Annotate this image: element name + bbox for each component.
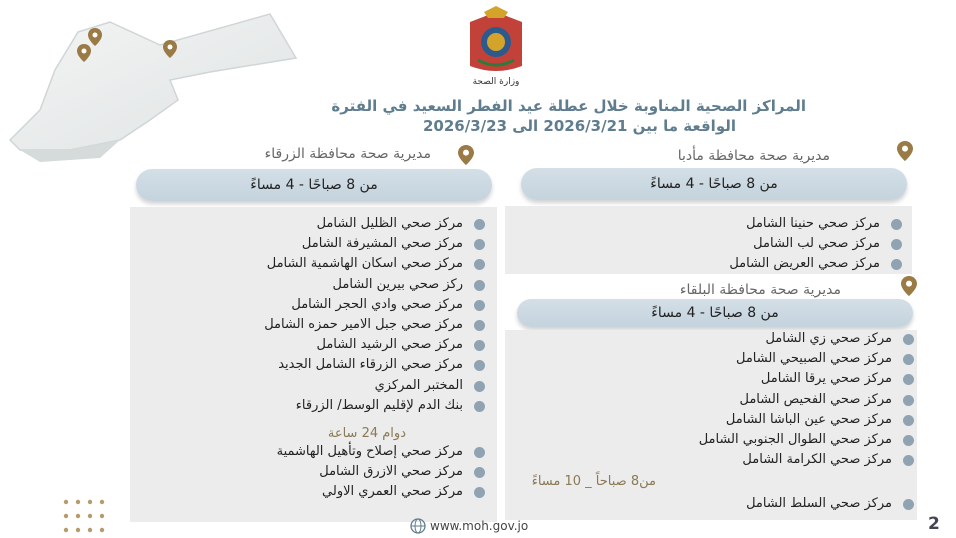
madaba-hours-pill: من 8 صباحًا - 4 مساءً bbox=[521, 168, 907, 200]
bullet-icon bbox=[903, 354, 914, 365]
bullet-icon bbox=[903, 415, 914, 426]
balqa-list bbox=[699, 329, 914, 470]
bullet-icon bbox=[474, 320, 485, 331]
decorative-dots-icon bbox=[62, 498, 112, 534]
balqa-hours-pill: من 8 صباحًا - 4 مساءً bbox=[517, 299, 913, 327]
list-item: مركز صحي العمري الاولي bbox=[277, 482, 485, 502]
list-item: مركز صحي وادي الحجر الشامل bbox=[264, 295, 485, 315]
list-item: مركز صحي حنينا الشامل bbox=[729, 214, 902, 234]
list-item: مركز صحي الظليل الشامل bbox=[264, 214, 485, 234]
bullet-icon bbox=[474, 447, 485, 458]
list-item: مركز صحي السلط الشامل bbox=[746, 494, 914, 514]
bullet-icon bbox=[474, 360, 485, 371]
balqa-extended-list bbox=[746, 494, 914, 514]
list-item: مركز صحي الزرقاء الشامل الجديد bbox=[264, 355, 485, 375]
location-pin-icon bbox=[897, 141, 913, 161]
bullet-icon bbox=[903, 455, 914, 466]
list-item: مركز صحي الطوال الجنوبي الشامل bbox=[699, 430, 914, 450]
bullet-icon bbox=[903, 374, 914, 385]
zarqa-24h-heading: دوام 24 ساعة bbox=[327, 426, 406, 441]
bullet-icon bbox=[474, 300, 485, 311]
website-url[interactable]: www.moh.gov.jo bbox=[430, 519, 529, 533]
page-subtitle-dates: الواقعة ما بين 2026/3/21 الى 2026/3/23 bbox=[422, 117, 736, 135]
location-pin-icon bbox=[901, 276, 917, 296]
website-link[interactable] bbox=[410, 518, 528, 534]
list-item: مركز صحي المشيرفة الشامل bbox=[264, 234, 485, 254]
balqa-extended-heading: من8 صباحاً _ 10 مساءً bbox=[531, 474, 656, 489]
balqa-heading: مديرية صحة محافظة البلقاء bbox=[679, 282, 841, 298]
bullet-icon bbox=[903, 334, 914, 345]
zarqa-hours-pill: من 8 صباحًا - 4 مساءً bbox=[136, 169, 492, 201]
bullet-icon bbox=[474, 219, 485, 230]
bullet-icon bbox=[474, 467, 485, 478]
list-item: مركز صحي العريض الشامل bbox=[729, 254, 902, 274]
bullet-icon bbox=[891, 259, 902, 270]
list-item: مركز صحي يرقا الشامل bbox=[699, 369, 914, 389]
page-number: 2 bbox=[928, 514, 940, 534]
list-item: مركز صحي إصلاح وتأهيل الهاشمية bbox=[277, 442, 485, 462]
list-item: مركز صحي الصبيحي الشامل bbox=[699, 349, 914, 369]
bullet-icon bbox=[903, 499, 914, 510]
list-item: مركز صحي زي الشامل bbox=[699, 329, 914, 349]
zarqa-list bbox=[264, 214, 485, 416]
svg-text:وزارة الصحة: وزارة الصحة bbox=[472, 77, 520, 86]
globe-icon bbox=[410, 518, 426, 534]
bullet-icon bbox=[474, 280, 485, 291]
list-item: مركز صحي عين الباشا الشامل bbox=[699, 410, 914, 430]
list-item: مركز صحي الكرامة الشامل bbox=[699, 450, 914, 470]
jordan-map-icon bbox=[0, 0, 300, 170]
madaba-list bbox=[729, 214, 902, 275]
bullet-icon bbox=[474, 259, 485, 270]
location-pin-icon bbox=[458, 145, 474, 165]
bullet-icon bbox=[891, 219, 902, 230]
list-item: ركز صحي بيرين الشامل bbox=[264, 275, 485, 295]
list-item: مركز صحي الفحيص الشامل bbox=[699, 390, 914, 410]
list-item: مركز صحي جبل الامير حمزه الشامل bbox=[264, 315, 485, 335]
bullet-icon bbox=[474, 381, 485, 392]
page-title: المراكز الصحية المناوبة خلال عطلة عيد الفطر السعيد في الفترة bbox=[331, 97, 806, 115]
bullet-icon bbox=[474, 487, 485, 498]
list-item: مركز صحي الازرق الشامل bbox=[277, 462, 485, 482]
coat-of-arms-logo bbox=[460, 6, 532, 86]
madaba-heading: مديرية صحة محافظة مأدبا bbox=[677, 148, 830, 164]
bullet-icon bbox=[903, 435, 914, 446]
bullet-icon bbox=[891, 239, 902, 250]
list-item: مركز صحي اسكان الهاشمية الشامل bbox=[264, 254, 485, 274]
bullet-icon bbox=[474, 401, 485, 412]
bullet-icon bbox=[474, 340, 485, 351]
zarqa-heading: مديرية صحة محافظة الزرقاء bbox=[264, 146, 431, 162]
list-item: المختبر المركزي bbox=[264, 376, 485, 396]
list-item: مركز صحي الرشيد الشامل bbox=[264, 335, 485, 355]
bullet-icon bbox=[474, 239, 485, 250]
list-item: بنك الدم لإقليم الوسط/ الزرقاء bbox=[264, 396, 485, 416]
zarqa-24h-list bbox=[277, 442, 485, 503]
list-item: مركز صحي لب الشامل bbox=[729, 234, 902, 254]
bullet-icon bbox=[903, 395, 914, 406]
